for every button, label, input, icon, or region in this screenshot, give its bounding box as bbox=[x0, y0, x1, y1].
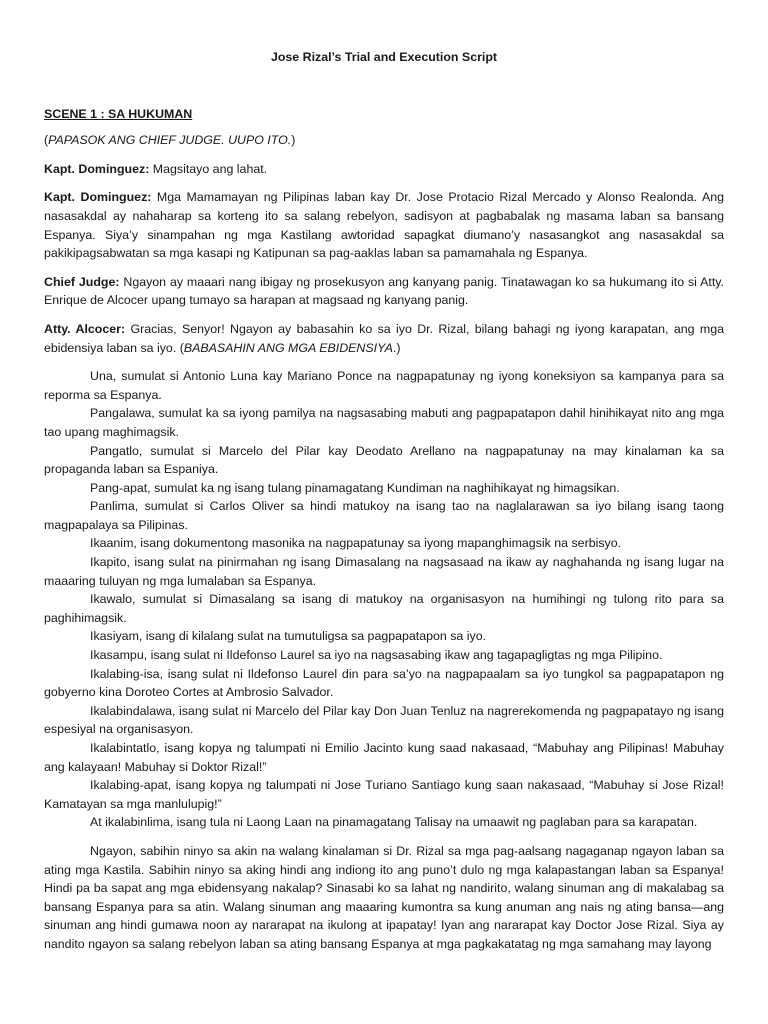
stage-direction-open: ( bbox=[44, 133, 49, 148]
evidence-item: Ikalabing-isa, isang sulat ni Ildefonso Laurel din para sa’yo na nagpapaalam sa iyo tungkol sa pagpapatapon ng gobyerno kina Doroteo Cortes at Ambrosio Salvador. bbox=[44, 666, 724, 700]
evidence-item: Ikalabindalawa, isang sulat ni Marcelo del Pilar kay Don Juan Tenluz na nagrerekomenda ng pagpapatayo ng isang espesiyal na organisasyon. bbox=[44, 703, 724, 737]
scene-heading: SCENE 1 : SA HUKUMAN bbox=[44, 106, 193, 121]
dialogue-text: Mga Mamamayan ng Pilipinas laban kay Dr. Jose Protacio Rizal Mercado y Alonso Realonda. Ang nasasakdal ay nahaharap sa korteng ito sa salang rebelyon, sadisyon at pagbabalak ng masama laban sa bansang Espanya. Siya’y sinampahan ng mga Kastilang awtoridad sapagkat diumano’y nasasangkot ang nasasakdal sa pakikipagsabwatan sa mga kasapi ng Katipunan sa pag-aaklas laban sa pamamahala ng Espanya. bbox=[44, 190, 724, 261]
evidence-item: Ikapito, isang sulat na pinirmahan ng isang Dimasalang na nagsasaad na ikaw ay naghahanda ng isang lugar na maaaring tuluyan ng mga lumalaban sa Espanya. bbox=[44, 555, 724, 588]
evidence-item: Ikasiyam, isang di kilalang sulat na tumutuligsa sa pagpapatapon sa iyo. bbox=[90, 629, 487, 644]
evidence-item: Pang-apat, sumulat ka ng isang tulang pinamagatang Kundiman na naghihikayat ng himagsikan. bbox=[90, 480, 620, 495]
evidence-item: At ikalabinlima, isang tula ni Laong Laan na pinamagatang Talisay na umaawit ng paglaban para sa karapatan. bbox=[90, 815, 698, 830]
stage-direction-text: PAPASOK ANG CHIEF JUDGE. UUPO ITO. bbox=[48, 133, 292, 148]
evidence-item: Ikasampu, isang sulat ni Ildefonso Laurel sa iyo na nagsasabing ikaw ang tagapagligtas ng mga Pilipino. bbox=[90, 648, 663, 663]
closing-paragraph: Ngayon, sabihin ninyo sa akin na walang kinalaman si Dr. Rizal sa mga pag-aalsang nagaganap ngayon laban sa ating mga Kastila. Sabihin ninyo sa aking hindi ang indiong ito ang puno’t dulo ng mga kalapastangan laban sa Espanya! Hindi pa ba sapat ang mga ebidensyang nakalap? Sinasabi ko sa lahat ng nandirito, walang sinuman ang di makalabag sa bansang Espanya para sa atin. Walang sinuman ang maaaring kumontra sa kung anuman ang nais ng ating bansa—ang sinuman ang hindi gumawa noon ay nararapat na ikulong at ipapatay! Iyan ang nararapat kay Doctor Jose Rizal. Siya ay nandito ngayon sa salang rebelyon laban sa ating bansang Espanya at mga pagkakatatag ng mga samahang may layong bbox=[44, 843, 724, 951]
dialogue-text: Ngayon ay maaari nang ibigay ng prosekusyon ang kanyang panig. Tinatawagan ko sa hukumang ito si Atty. Enrique de Alcocer upang tumayo sa harapan at magsaad ng kanyang panig. bbox=[44, 274, 724, 308]
evidence-item: Ikalabintatlo, isang kopya ng talumpati ni Emilio Jacinto kung saad nakasaad, “Mabuhay ang Pilipinas! Mabuhay ang kalayaan! Mabuhay si Doktor Rizal!” bbox=[44, 741, 724, 774]
speaker-name: Atty. Alcocer: bbox=[44, 321, 126, 336]
document-title: Jose Rizal’s Trial and Execution Script bbox=[270, 50, 498, 64]
dialogue-text: Magsitayo ang lahat. bbox=[149, 161, 268, 176]
speaker-name: Chief Judge: bbox=[44, 274, 120, 289]
speaker-name: Kapt. Dominguez: bbox=[44, 190, 152, 205]
stage-direction-close: ) bbox=[291, 133, 296, 148]
dialogue-line bbox=[44, 320, 724, 357]
dialogue-line bbox=[44, 273, 724, 310]
evidence-list bbox=[44, 367, 724, 832]
evidence-item: Ikaanim, isang dokumentong masonika na nagpapatunay sa iyong mapanghimagsik na serbisyo. bbox=[90, 536, 622, 551]
evidence-item: Panlima, sumulat si Carlos Oliver sa hindi matukoy na isang tao na naglalarawan sa iyo bilang isang taong magpapalaya sa Pilipinas. bbox=[44, 499, 724, 532]
evidence-item: Pangalawa, sumulat ka sa iyong pamilya na nagsasabing mabuti ang pagpapatapon dahil hinihikayat nito ang mga tao upang maghimagsik. bbox=[44, 406, 724, 439]
stage-direction bbox=[44, 131, 724, 150]
evidence-item: Una, sumulat si Antonio Luna kay Mariano Ponce na nagpapatunay ng iyong koneksiyon sa kampanya para sa reporma sa Espanya. bbox=[44, 369, 724, 402]
evidence-item: Ikawalo, sumulat si Dimasalang sa isang di matukoy na organisasyon na humihingi ng tulong rito para sa paghihimagsik. bbox=[44, 592, 724, 625]
stage-direction-text: BABASAHIN ANG MGA EBIDENSIYA bbox=[183, 340, 393, 355]
evidence-item: Pangatlo, sumulat si Marcelo del Pilar kay Deodato Arellano na nagpapatunay na may kinalaman ka sa propaganda laban sa Espaniya. bbox=[44, 443, 724, 477]
speaker-name: Kapt. Dominguez: bbox=[44, 161, 150, 176]
dialogue-line bbox=[44, 188, 724, 262]
dialogue-line bbox=[44, 160, 724, 179]
stage-direction-close: .) bbox=[392, 340, 401, 355]
dialogue-text: Gracias, Senyor! Ngayon ay babasahin ko sa iyo Dr. Rizal, bilang bahagi ng iyong karapatan, ang mga ebidensiya laban sa iyo. ( bbox=[44, 321, 724, 355]
evidence-item: Ikalabing-apat, isang kopya ng talumpati ni Jose Turiano Santiago kung saan nakasaad, “Mabuhay si Jose Rizal! Kamatayan sa mga manlulupig!” bbox=[44, 778, 724, 811]
